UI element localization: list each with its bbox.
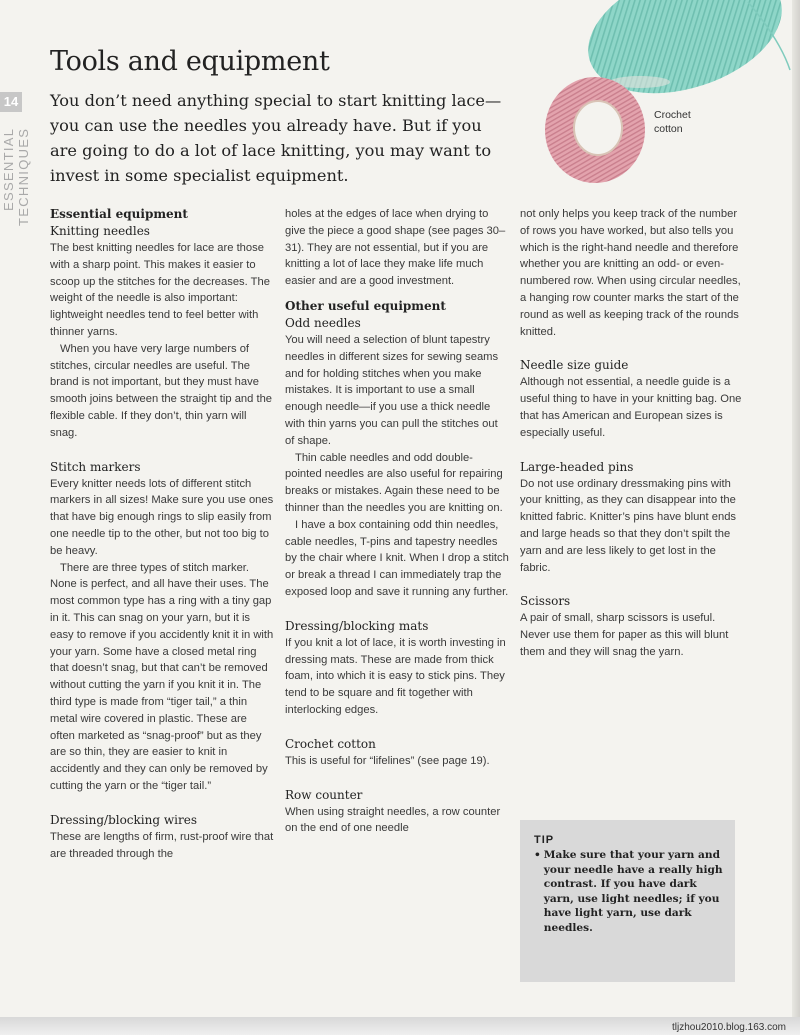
- page-title: Tools and equipment: [50, 46, 330, 77]
- spacer: [285, 770, 509, 787]
- spacer: [285, 601, 509, 618]
- tip-bullet: •: [534, 849, 541, 861]
- tip-title: TIP: [534, 834, 555, 846]
- subheading-knitting-needles: Knitting needles: [50, 224, 150, 238]
- paragraph-knitting-needles-1: The best knitting needles for lace are those with a sharp point. This makes it easier to scoop up the stitches for the decreases. The weight of the needle is also important: lightweight needles tend to feel better with thinner yarns.: [50, 242, 270, 338]
- paragraph-row-counter: When using straight needles, a row counter on the end of one needle: [285, 805, 501, 835]
- spacer: [520, 442, 744, 459]
- heading-other-equipment: Other useful equipment: [285, 298, 446, 313]
- spacer: [520, 340, 744, 357]
- paragraph-stitch-markers-1: Every knitter needs lots of different stitch markers in all sizes! Make sure you use ones that have big enough rings to slip easily from one needle tip to the other, but not too big to be heavy.: [50, 477, 274, 557]
- subheading-scissors: Scissors: [520, 594, 571, 609]
- paragraph-large-headed-pins: Do not use ordinary dressmaking pins with your knitting, as they can disappear into the knitted fabric. Knitter’s pins have blunt ends and large heads so that they don’t spilt the yarn and are less likely to get lost in the fabric.: [520, 477, 737, 574]
- pink-yarn-hole: [574, 101, 622, 155]
- paragraph-odd-needles-3: I have a box containing odd thin needles, cable needles, T-pins and tapestry needles by the chair where I knit. When I drop a stitch or break a thread I can immediately trap the exposed loop and save it running any further.: [285, 518, 509, 598]
- paragraph-blocking-wires-cont: holes at the edges of lace when drying to give the piece a good shape (see pages 30–31). They are not essential, but if you are knitting a lot of lace they make life much easier and are a good investment.: [285, 208, 506, 288]
- paragraph-blocking-wires: These are lengths of firm, rust-proof wire that are threaded through the: [50, 830, 274, 860]
- paragraph-odd-needles-2: Thin cable needles and odd double-pointed needles are also useful for repairing breaks or mistakes. Again these need to be thinner than the needles you are knitting on.: [285, 451, 503, 514]
- section-label: ESSENTIAL TECHNIQUES: [1, 128, 31, 227]
- text-column-1: [50, 206, 274, 862]
- subheading-blocking-wires: Dressing/blocking wires: [50, 812, 197, 827]
- crochet-cotton-photo: [520, 0, 800, 200]
- spacer: [520, 576, 744, 593]
- subheading-row-counter: Row counter: [285, 787, 363, 802]
- tip-box: [520, 820, 735, 982]
- paragraph-crochet-cotton: This is useful for “lifelines” (see page 19).: [285, 754, 490, 767]
- spacer: [285, 290, 509, 298]
- spacer: [50, 442, 274, 459]
- paragraph-blocking-mats: If you knit a lot of lace, it is worth investing in dressing mats. These are made from thick foam, into which it is easy to stick pins. They tend to be square and fit together with interlocking edges.: [285, 636, 506, 716]
- subheading-odd-needles: Odd needles: [285, 315, 361, 330]
- tip-text: Make sure that your yarn and your needle have a really high contrast. If you have dark yarn, use light needles; if you have light yarn, use dark needles.: [543, 849, 723, 934]
- heading-essential-equipment: Essential equipment: [50, 207, 188, 221]
- paragraph-scissors: A pair of small, sharp scissors is useful. Never use them for paper as this will blunt them and they will snag the yarn.: [520, 612, 729, 658]
- subheading-large-headed-pins: Large-headed pins: [520, 459, 634, 474]
- yarn-illustration: [520, 0, 800, 200]
- blog-watermark: tljzhou2010.blog.163.com: [672, 1022, 786, 1033]
- caption-line-1: Crochet: [654, 109, 691, 121]
- text-column-3: [520, 206, 744, 661]
- subheading-crochet-cotton: Crochet cotton: [285, 736, 376, 751]
- tip-item: [534, 848, 723, 936]
- intro-paragraph: You don’t need anything special to start knitting lace—you can use the needles you already have. But if you are going to do a lot of lace knitting, you may want to invest in some specialist equipment.: [50, 91, 502, 185]
- text-column-2: [285, 206, 509, 837]
- photo-caption: [654, 108, 691, 136]
- paragraph-odd-needles-1: You will need a selection of blunt tapestry needles in different sizes for sewing seams and for holding stitches when you make mistakes. It is important to use a small enough needle—if you use a thick needle with thin yarns you can pull the stitches out of shape.: [285, 333, 499, 447]
- caption-line-2: cotton: [654, 123, 683, 135]
- subheading-blocking-mats: Dressing/blocking mats: [285, 618, 429, 633]
- paragraph-stitch-markers-2: There are three types of stitch marker. None is perfect, and all have their uses. The most common type has a ring with a tiny gap in it. This can snag on your yarn, but it is easy to remove if you accidently knit it in with your yarn. Some have a closed metal ring that doesn’t snag, but that can’t be removed without cutting the yarn if you knit it in. The third type is made from “tiger tail,” a thin metal wire covered in plastic. These are often marketed as “snag-proof” but as they are so thin, they are easier to knit in accidently and they can only be removed by cutting the yarn or the “tiger tail.”: [50, 561, 274, 792]
- paragraph-row-counter-cont: not only helps you keep track of the number of rows you have worked, but also tells you which is the right-hand needle and therefore whether you are knitting an odd- or even-numbered row. When using circular needles, a hanging row counter marks the start of the round as well as keeping track of the rounds knitted.: [520, 208, 741, 338]
- spacer: [50, 795, 274, 812]
- paragraph-knitting-needles-2: When you have very large numbers of stitches, circular needles are useful. The brand is not important, but they must have smooth joins between the straight tip and the flexible cable. If they don’t, thin yarn will snag.: [50, 342, 273, 439]
- subheading-needle-size-guide: Needle size guide: [520, 358, 629, 373]
- spacer: [285, 719, 509, 736]
- paragraph-needle-size-guide: Although not essential, a needle guide is a useful thing to have in your knitting bag. One that has American and European sizes is especially useful.: [520, 376, 742, 439]
- subheading-stitch-markers: Stitch markers: [50, 459, 141, 474]
- page-number: 14: [0, 92, 22, 112]
